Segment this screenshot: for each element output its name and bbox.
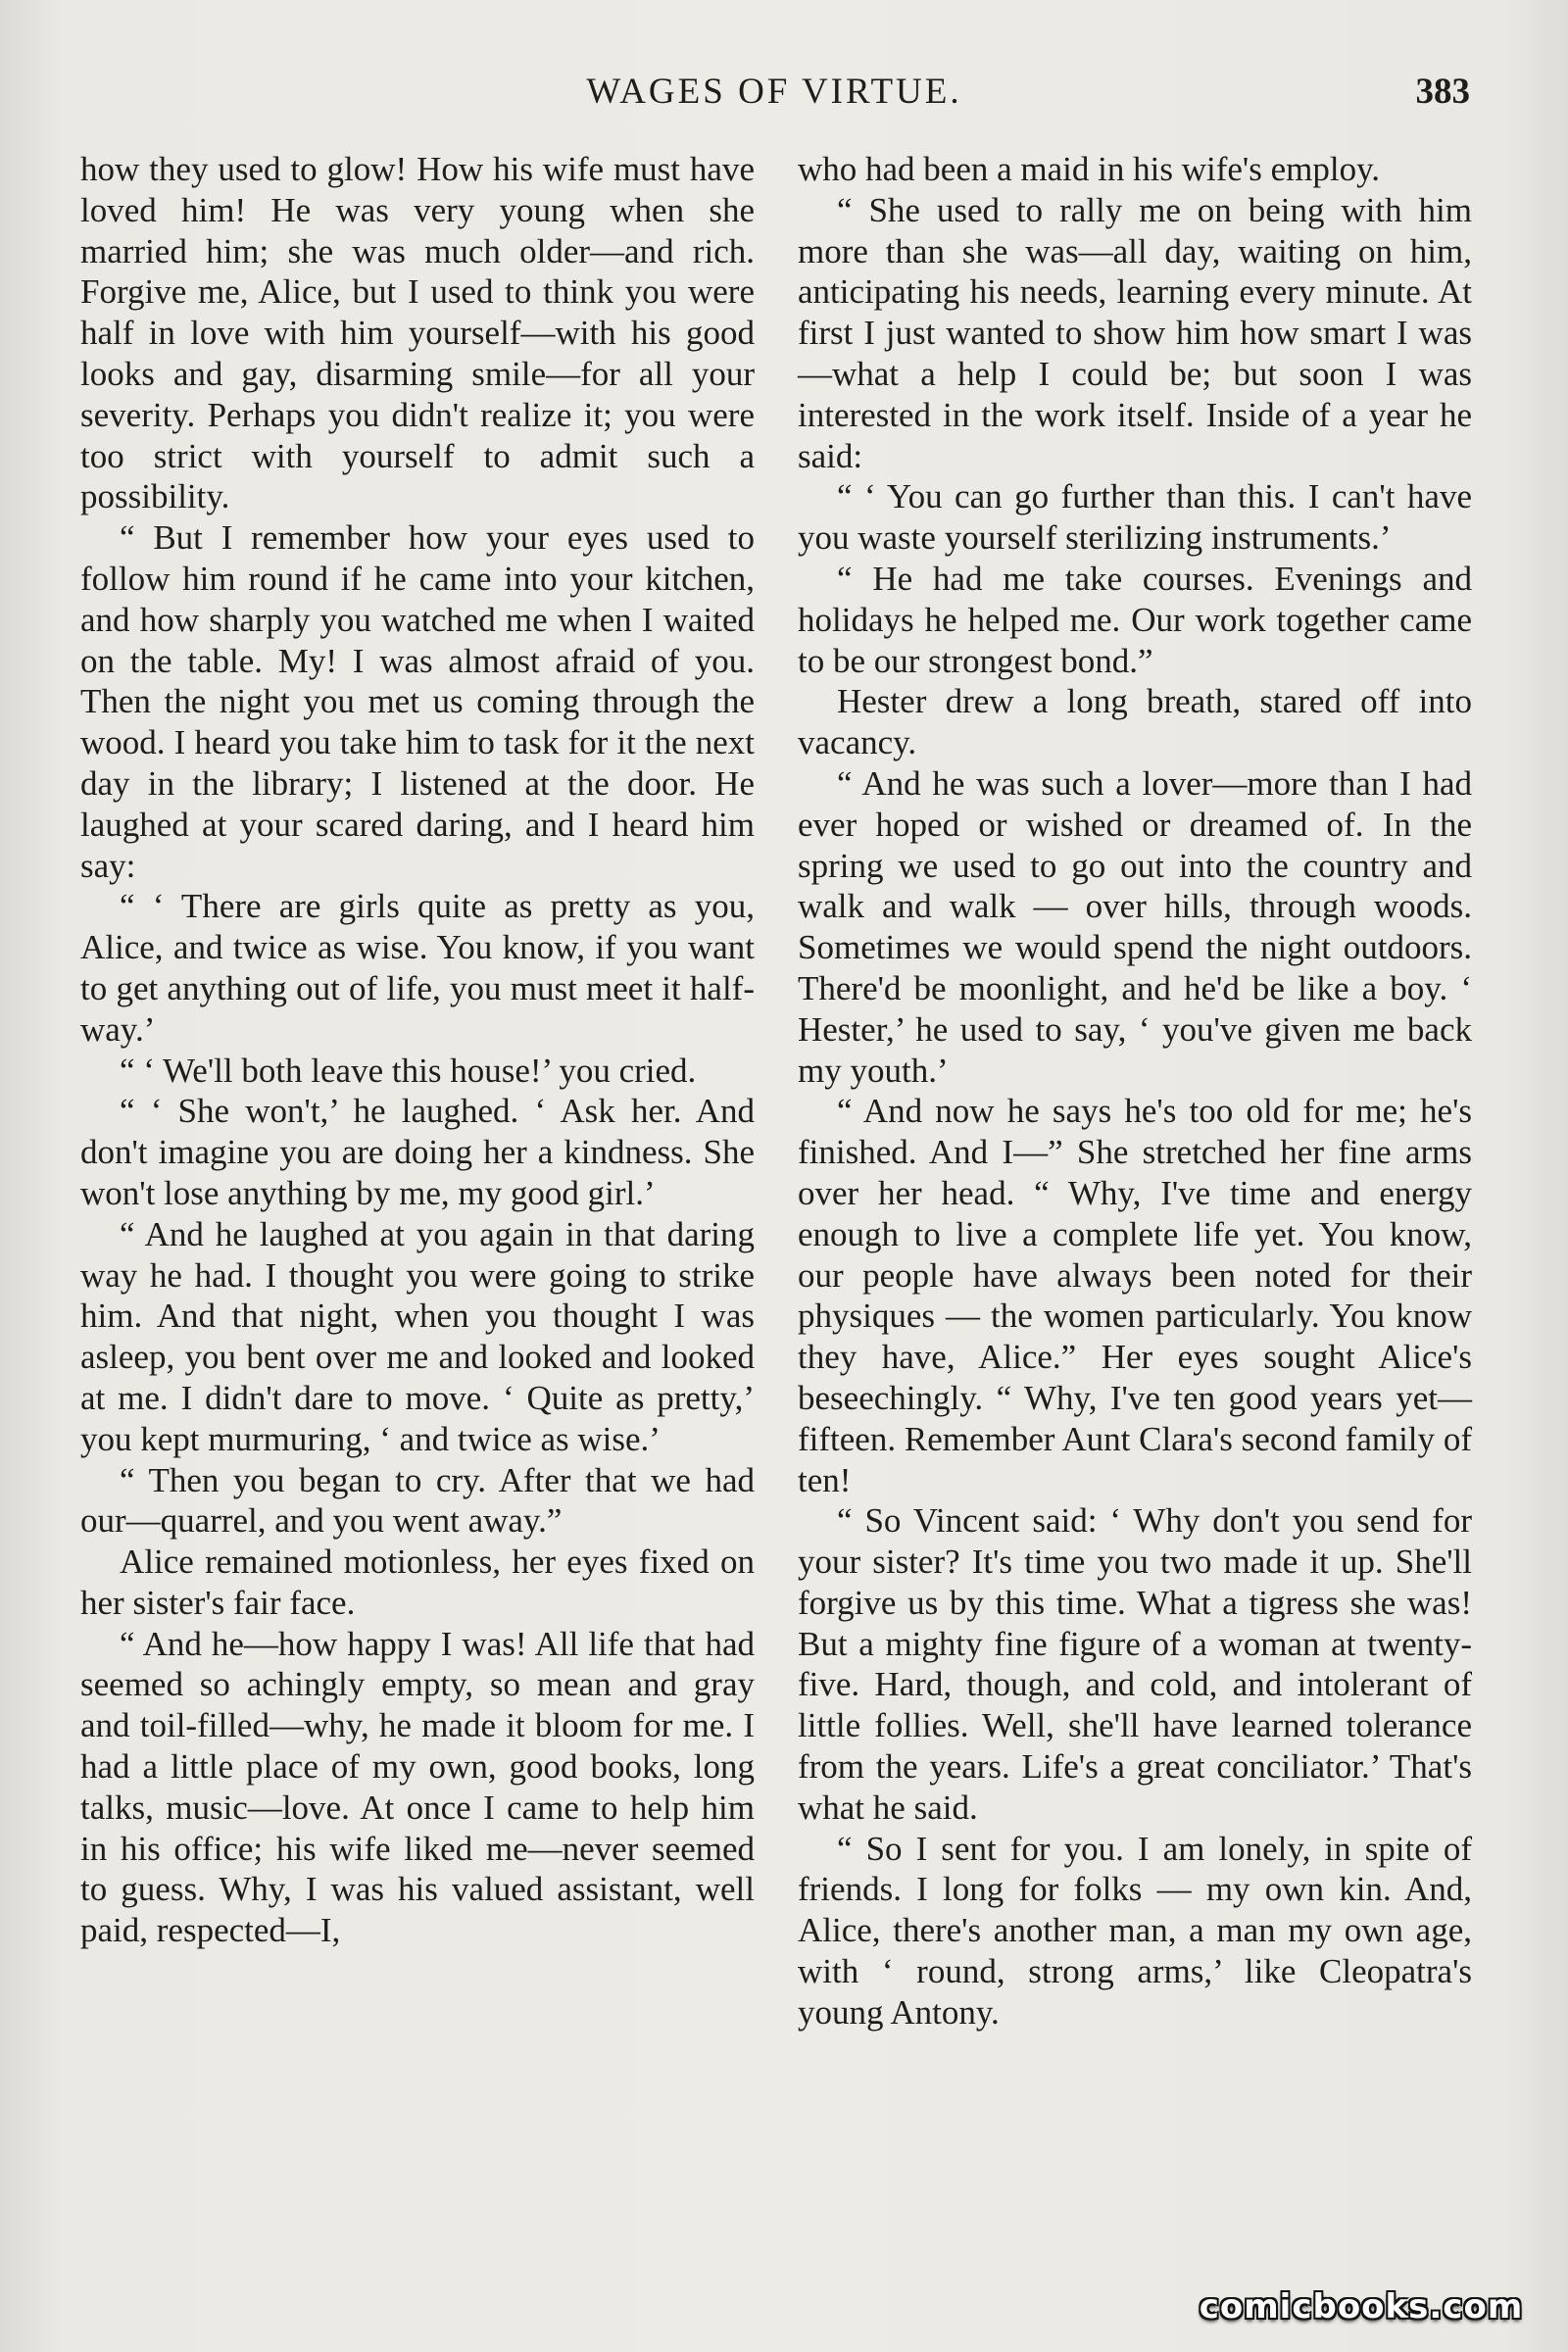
paragraph: Hester drew a long breath, stared off into vacancy. bbox=[798, 682, 1472, 762]
right-column bbox=[798, 149, 1472, 2034]
paragraph: “ ‘ She won't,’ he laughed. ‘ Ask her. And don't imagine you are doing her a kindness. She won't lose anything by me, my good girl.’ bbox=[80, 1092, 755, 1212]
paragraph: how they used to glow! How his wife must have loved him! He was very young when she married him; she was much older—and rich. Forgive me, Alice, but I used to think you were half in love with him yourself—with his good looks and gay, disarming smile—for all your severity. Perhaps you didn't realize it; you were too strict with yourself to admit such a possibility. bbox=[80, 150, 755, 516]
paragraph: “ He had me take courses. Evenings and holidays he helped me. Our work together came to be our strongest bond.” bbox=[798, 559, 1472, 680]
paragraph: “ And he laughed at you again in that daring way he had. I thought you were going to strike him. And that night, when you thought I was asleep, you bent over me and looked and looked at me. I didn't dare to move. ‘ Quite as pretty,’ you kept murmuring, ‘ and twice as wise.’ bbox=[80, 1214, 755, 1458]
page-number: 383 bbox=[1415, 72, 1470, 112]
page-header bbox=[78, 71, 1470, 120]
left-column bbox=[80, 149, 755, 2034]
paragraph: “ She used to rally me on being with him more than she was—all day, waiting on him, anticipating his needs, learning every minute. At first I just wanted to show him how smart I was—what a help I could be; but soon I was interested in the work itself. Inside of a year he said: bbox=[798, 190, 1472, 475]
paragraph: “ But I remember how your eyes used to follow him round if he came into your kitchen, and how sharply you watched me when I waited on the table. My! I was almost afraid of you. Then the night you met us coming through the wood. I heard you take him to task for it the next day in the library; I listened at the door. He laughed at your scared daring, and I heard him say: bbox=[80, 518, 755, 885]
paragraph: “ So I sent for you. I am lonely, in spite of friends. I long for folks — my own kin. And, Alice, there's another man, a man my own age, with ‘ round, strong arms,’ like Cleopatra's young Antony. bbox=[798, 1829, 1472, 2032]
paragraph: “ And now he says he's too old for me; he's finished. And I—” She stretched her fine arms over her head. “ Why, I've time and energy enough to live a complete life yet. You know, our people have always been noted for their physiques — the women particularly. You know they have, Alice.” Her eyes sought Alice's beseechingly. “ Why, I've ten good years yet—fifteen. Remember Aunt Clara's second family of ten! bbox=[798, 1092, 1472, 1499]
paragraph: “ So Vincent said: ‘ Why don't you send for your sister? It's time you two made it up. She'll forgive us by this time. What a tigress she was! But a mighty fine figure of a woman at twenty-five. Hard, though, and cold, and intolerant of little follies. Well, she'll have learned tolerance from the years. Life's a great conciliator.’ That's what he said. bbox=[798, 1501, 1472, 1827]
paragraph: Alice remained motionless, her eyes fixed on her sister's fair face. bbox=[80, 1543, 755, 1622]
paragraph: “ ‘ There are girls quite as pretty as you, Alice, and twice as wise. You know, if you want to get anything out of life, you must meet it half-way.’ bbox=[80, 887, 755, 1049]
text-columns bbox=[80, 149, 1472, 2034]
paragraph: “ Then you began to cry. After that we had our—quarrel, and you went away.” bbox=[80, 1460, 755, 1541]
running-head: WAGES OF VIRTUE. bbox=[586, 72, 962, 112]
paragraph: “ ‘ We'll both leave this house!’ you cried. bbox=[120, 1051, 697, 1090]
paragraph: who had been a maid in his wife's employ. bbox=[798, 150, 1381, 188]
paragraph: “ And he—how happy I was! All life that had seemed so achingly empty, so mean and gray and toil-filled—why, he made it bloom for me. I had a little place of my own, good books, long talks, music—love. At once I came to help him in his office; his wife liked me—never seemed to guess. Why, I was his valued assistant, well paid, respected—I, bbox=[80, 1624, 755, 1950]
watermark-logo: comicbooks.com bbox=[1199, 2287, 1524, 2327]
paragraph: “ And he was such a lover—more than I had ever hoped or wished or dreamed of. In the spring we used to go out into the country and walk and walk — over hills, through woods. Sometimes we would spend the night outdoors. There'd be moonlight, and he'd be like a boy. ‘ Hester,’ he used to say, ‘ you've given me back my youth.’ bbox=[798, 763, 1472, 1090]
paragraph: “ ‘ You can go further than this. I can't have you waste yourself sterilizing instruments.’ bbox=[798, 477, 1472, 558]
